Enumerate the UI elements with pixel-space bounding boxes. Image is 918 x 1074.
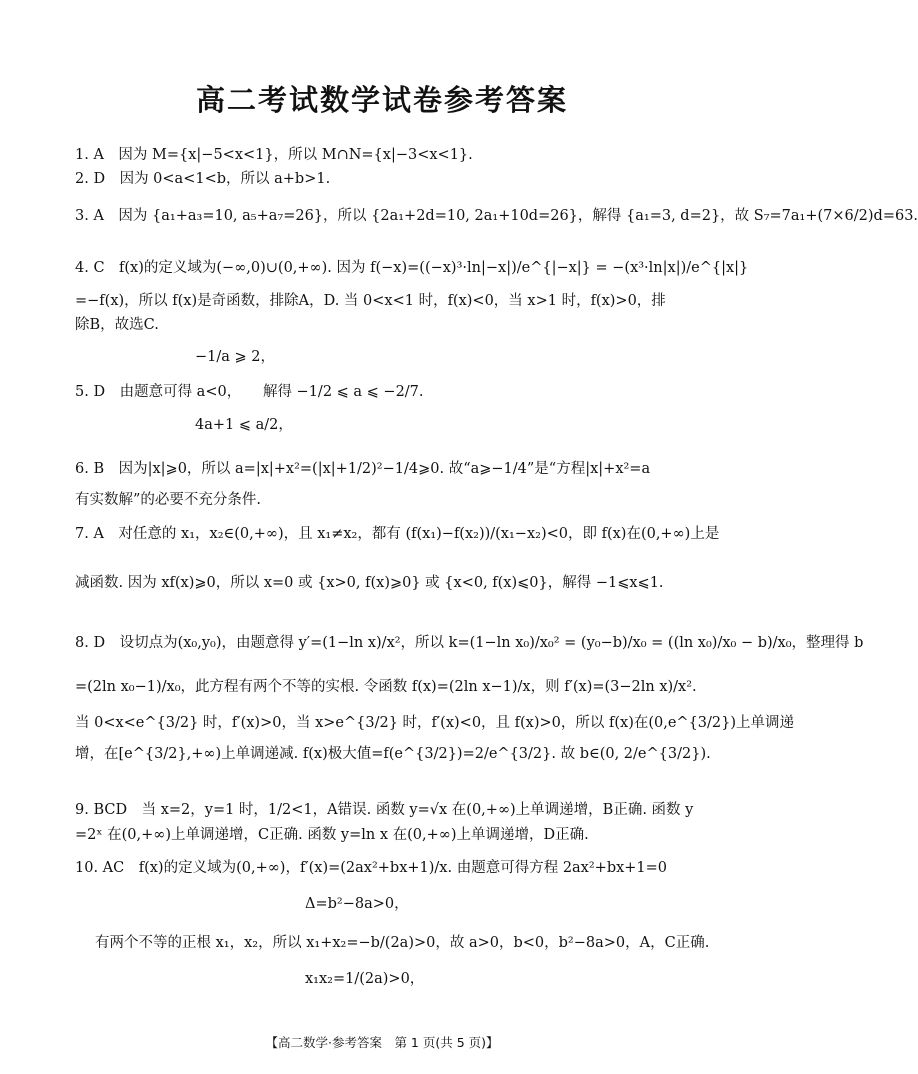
- page-footer: 【高二数学·参考答案 第 1 页(共 5 页)】: [265, 1035, 499, 1050]
- answer-line: 3. A 因为 {a₁+a₃=10, a₅+a₇=26}，所以 {2a₁+2d=10, 2a₁+10d=26}，解得 {a₁=3, d=2}，故 S₇=7a₁+(7×6/2)d=63.: [75, 208, 918, 224]
- page-title: 高二考试数学试卷参考答案: [195, 83, 568, 117]
- answer-line: 除B，故选C.: [75, 317, 159, 333]
- answer-line: 1. A 因为 M={x|−5<x<1}，所以 M∩N={x|−3<x<1}.: [75, 147, 473, 163]
- answer-line: x₁x₂=1/(2a)>0，: [305, 971, 425, 987]
- answer-line: 9. BCD 当 x=2，y=1 时，1/2<1，A错误. 函数 y=√x 在(0,+∞)上单调递增，B正确. 函数 y: [75, 802, 694, 818]
- answer-line: 2. D 因为 0<a<1<b，所以 a+b>1.: [75, 171, 331, 187]
- answer-line: 6. B 因为|x|⩾0，所以 a=|x|+x²=(|x|+1/2)²−1/4⩾0. 故“a⩾−1/4”是“方程|x|+x²=a: [75, 461, 651, 477]
- answer-line: 有两个不等的正根 x₁，x₂，所以 x₁+x₂=−b/(2a)>0，故 a>0，b<0，b²−8a>0，A，C正确.: [95, 935, 710, 951]
- answer-line: 减函数. 因为 xf(x)⩾0，所以 x=0 或 {x>0, f(x)⩾0} 或 {x<0, f(x)⩽0}，解得 −1⩽x⩽1.: [75, 575, 664, 591]
- answer-line: 4a+1 ⩽ a/2，: [195, 417, 293, 433]
- answer-line: 增，在[e^{3/2},+∞)上单调递减. f(x)极大值=f(e^{3/2})=2/e^{3/2}. 故 b∈(0, 2/e^{3/2}).: [75, 746, 711, 762]
- answer-line: =−f(x)，所以 f(x)是奇函数，排除A，D. 当 0<x<1 时，f(x)<0，当 x>1 时，f(x)>0，排: [75, 293, 666, 309]
- answer-line: 10. AC f(x)的定义域为(0,+∞)，f′(x)=(2ax²+bx+1)/x. 由题意可得方程 2ax²+bx+1=0: [75, 860, 668, 876]
- answer-line: 7. A 对任意的 x₁，x₂∈(0,+∞)，且 x₁≠x₂，都有 (f(x₁)−f(x₂))/(x₁−x₂)<0，即 f(x)在(0,+∞)上是: [75, 526, 720, 542]
- answer-line: 有实数解”的必要不充分条件.: [75, 492, 262, 508]
- answer-line: −1/a ⩾ 2，: [195, 349, 275, 365]
- answer-line: =(2ln x₀−1)/x₀，此方程有两个不等的实根. 令函数 f(x)=(2ln x−1)/x，则 f′(x)=(3−2ln x)/x².: [75, 679, 697, 695]
- answer-line: 8. D 设切点为(x₀,y₀)，由题意得 y′=(1−ln x)/x²，所以 k=(1−ln x₀)/x₀² = (y₀−b)/x₀ = ((ln x₀)/x₀ − b)/x₀，整理得 b: [75, 635, 864, 651]
- answer-line: =2ˣ 在(0,+∞)上单调递增，C正确. 函数 y=ln x 在(0,+∞)上单调递增，D正确.: [75, 827, 589, 843]
- answer-line: 4. C f(x)的定义域为(−∞,0)∪(0,+∞). 因为 f(−x)=((−x)³·ln|−x|)/e^{|−x|} = −(x³·ln|x|)/e^{|x|}: [75, 260, 749, 276]
- answer-line: 当 0<x<e^{3/2} 时，f′(x)>0，当 x>e^{3/2} 时，f′(x)<0，且 f(x)>0，所以 f(x)在(0,e^{3/2})上单调递: [75, 715, 795, 731]
- answer-line: Δ=b²−8a>0，: [305, 896, 409, 912]
- answer-line: 5. D 由题意可得 a<0， 解得 −1/2 ⩽ a ⩽ −2/7.: [75, 384, 424, 400]
